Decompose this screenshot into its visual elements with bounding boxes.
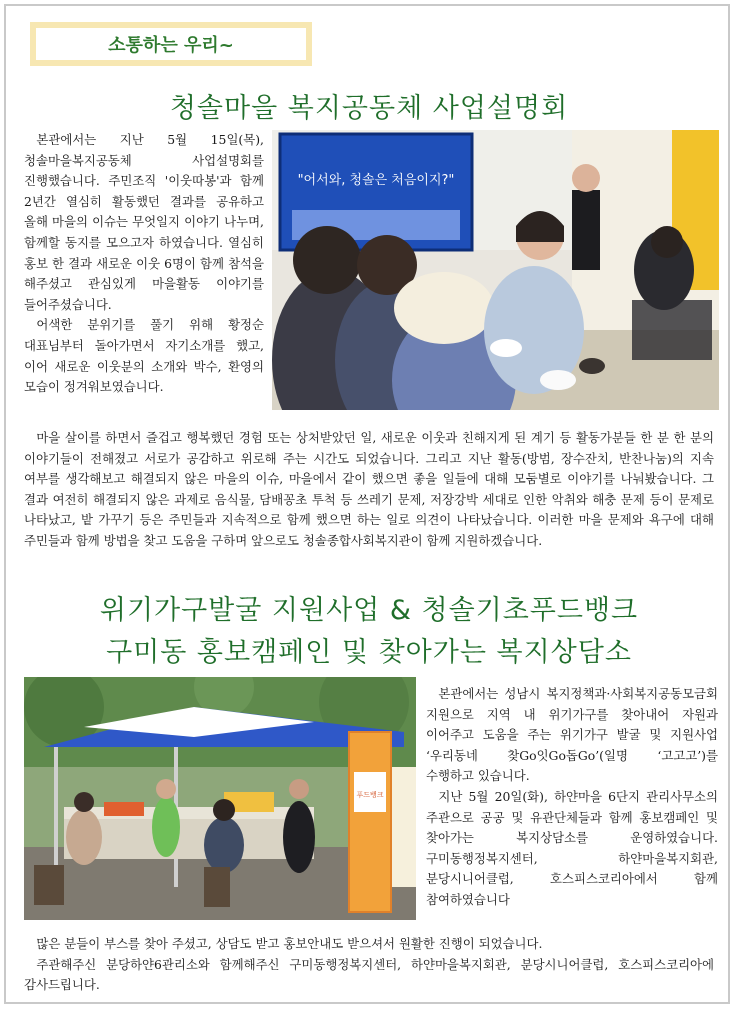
article2-body-text xyxy=(24,934,714,996)
presentation-screen-text: "어서와, 청솔은 처음이지?" xyxy=(297,173,455,188)
article2-title-line-1: 위기가구발굴 지원사업 & 청솔기초푸드뱅크 xyxy=(99,595,639,626)
section-badge xyxy=(30,22,312,66)
article2-body-paragraph-2: 주관해주신 분당하얀6관리소와 함께해주신 구미동행정복지센터, 하얀마을복지회관, 분당시니어클럽, 호스피스코리아에 감사드립니다. xyxy=(24,956,714,993)
article2-side-paragraph-2: 지난 5월 20일(화), 하얀마을 6단지 관리사무소의 주관으로 공공 및 유관단체들과 함께 홍보캠페인 및 찾아가는 복지상담소를 운영하였습니다. 구미동행정복지센터, 하얀마을복지회관, 분당시니어클럽, 호스피스코리아에서 함께 참여하였습니다 xyxy=(426,788,718,907)
article2-title-line-2: 구미동 홍보캠페인 및 찾아가는 복지상담소 xyxy=(106,637,632,668)
article1-side-paragraph-1: 본관에서는 지난 5월 15일(목), 청솔마을복지공동체 사업설명회를 진행했습니다. 주민조직 '이웃따봉'과 함께 2년간 열심히 활동했던 결과를 공유하고 올해 마을의 이슈는 무엇일지 이야기 나누며, 함께할 동지를 모으고자 하였습니다. 열심히 홍보 한 결과 새로운 이웃 6명이 함께 참석을 해주셨고 관심있게 마을활동 이야기를 들어주셨습니다. xyxy=(24,132,264,312)
article1-photo xyxy=(272,130,719,410)
article1-side-paragraph-2: 어색한 분위기를 풀기 위해 황정순 대표님부터 돌아가면서 자기소개를 했고, 이어 새로운 이웃분의 소개와 박수, 환영의 모습이 정겨워보였습니다. xyxy=(24,317,264,395)
article1-side-text xyxy=(24,130,264,398)
section-badge-label: 소통하는 우리~ xyxy=(36,28,306,60)
food-bank-banner-text: 푸드뱅크 xyxy=(356,791,384,799)
article1-body-paragraph: 마을 살이를 하면서 즐겁고 행복했던 경험 또는 상처받았던 일, 새로운 이웃과 친해지게 된 계기 등 활동가분들 한 분 한 분의 이야기들이 전해졌고 서로가 공감하고 위로해 주는 시간도 되었습니다. 그리고 지난 활동(방범, 장수잔치, 반찬나눔)의 지속 여부를 생각해보고 해결되지 않은 마을의 이슈, 마을에서 같이 했으면 좋을 일들에 대해 모둠별로 이야기를 나눠봤습니다. 그 결과 여전히 해결되지 않은 과제로 음식물, 담배꽁초 투척 등 쓰레기 문제, 저장강박 세대로 인한 악취와 해충 문제 등이 문제로 나타났고, 밭 가꾸기 등은 주민들과 지속적으로 함께 했으면 하는 일로 의견이 나타났습니다. 이러한 마을 문제와 욕구에 대해 주민들과 함께 방법을 찾고 도움을 구하며 앞으로도 청솔종합사회복지관이 함께 지원하겠습니다. xyxy=(24,430,714,548)
article2-body-paragraph-1: 많은 분들이 부스를 찾아 주셨고, 상담도 받고 홍보안내도 받으셔서 원활한 진행이 되었습니다. xyxy=(36,936,543,951)
article2-photo xyxy=(24,677,416,920)
article1-title: 청솔마을 복지공동체 사업설명회 xyxy=(169,93,569,124)
article2-side-text xyxy=(426,684,718,911)
article1-body-text xyxy=(24,428,714,552)
article2-side-paragraph-1: 본관에서는 성남시 복지정책과·사회복지공동모금회 지원으로 지역 내 위기가구를 찾아내어 자원과 이어주고 도움을 주는 위기가구 발굴 및 지원사업 ‘우리동네 찾Go잇Go돕Go’(일명 ‘고고고’)를 수행하고 있습니다. xyxy=(426,686,718,784)
